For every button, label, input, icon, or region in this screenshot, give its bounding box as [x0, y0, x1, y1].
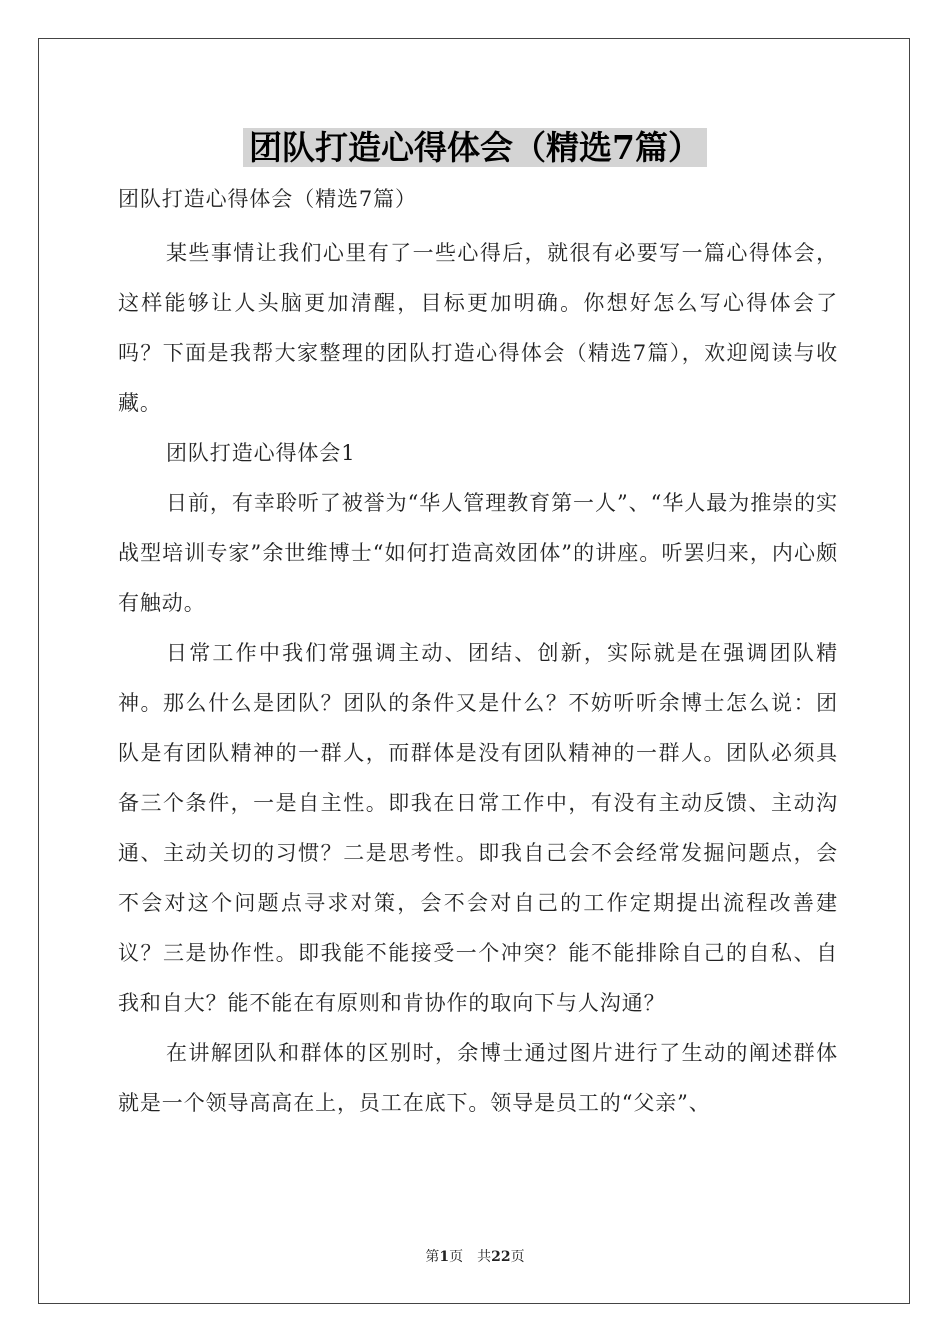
- intro-paragraph: 某些事情让我们心里有了一些心得后，就很有必要写一篇心得体会，这样能够让人头脑更加清醒，目标更加明确。你想好怎么写心得体会了吗？下面是我帮大家整理的团队打造心得体会（精选7篇），欢迎阅读与收藏。: [118, 241, 838, 415]
- page-current: 1: [439, 1249, 450, 1265]
- section-heading-1: 团队打造心得体会1: [166, 441, 356, 465]
- page-total: 22: [491, 1249, 511, 1265]
- paragraph-3: 在讲解团队和群体的区别时，余博士通过图片进行了生动的阐述群体就是一个领导高高在上，员工在底下。领导是员工的“父亲”、: [118, 1041, 838, 1115]
- page-prefix: 第: [425, 1249, 440, 1265]
- page-suffix: 页: [510, 1249, 525, 1265]
- document-subtitle: 团队打造心得体会（精选7篇）: [118, 187, 417, 211]
- document-title-text: 团队打造心得体会（精选7篇）: [243, 128, 707, 167]
- paragraph-2: 日常工作中我们常强调主动、团结、创新，实际就是在强调团队精神。那么什么是团队？团队的条件又是什么？不妨听听余博士怎么说：团队是有团队精神的一群人，而群体是没有团队精神的一群人。团队必须具备三个条件，一是自主性。即我在日常工作中，有没有主动反馈、主动沟通、主动关切的习惯？二是思考性。即我自己会不会经常发掘问题点，会不会对这个问题点寻求对策，会不会对自己的工作定期提出流程改善建议？三是协作性。即我能不能接受一个冲突？能不能排除自己的自私、自我和自大？能不能在有原则和肯协作的取向下与人沟通？: [118, 641, 838, 1015]
- page-mid: 页 共: [449, 1249, 492, 1265]
- document-title: [0, 126, 950, 170]
- paragraph-1: 日前，有幸聆听了被誉为“华人管理教育第一人”、“华人最为推崇的实战型培训专家”余世维博士“如何打造高效团体”的讲座。听罢归来，内心颇有触动。: [118, 491, 838, 615]
- document-body: [118, 180, 838, 1128]
- page-footer: [0, 1246, 950, 1266]
